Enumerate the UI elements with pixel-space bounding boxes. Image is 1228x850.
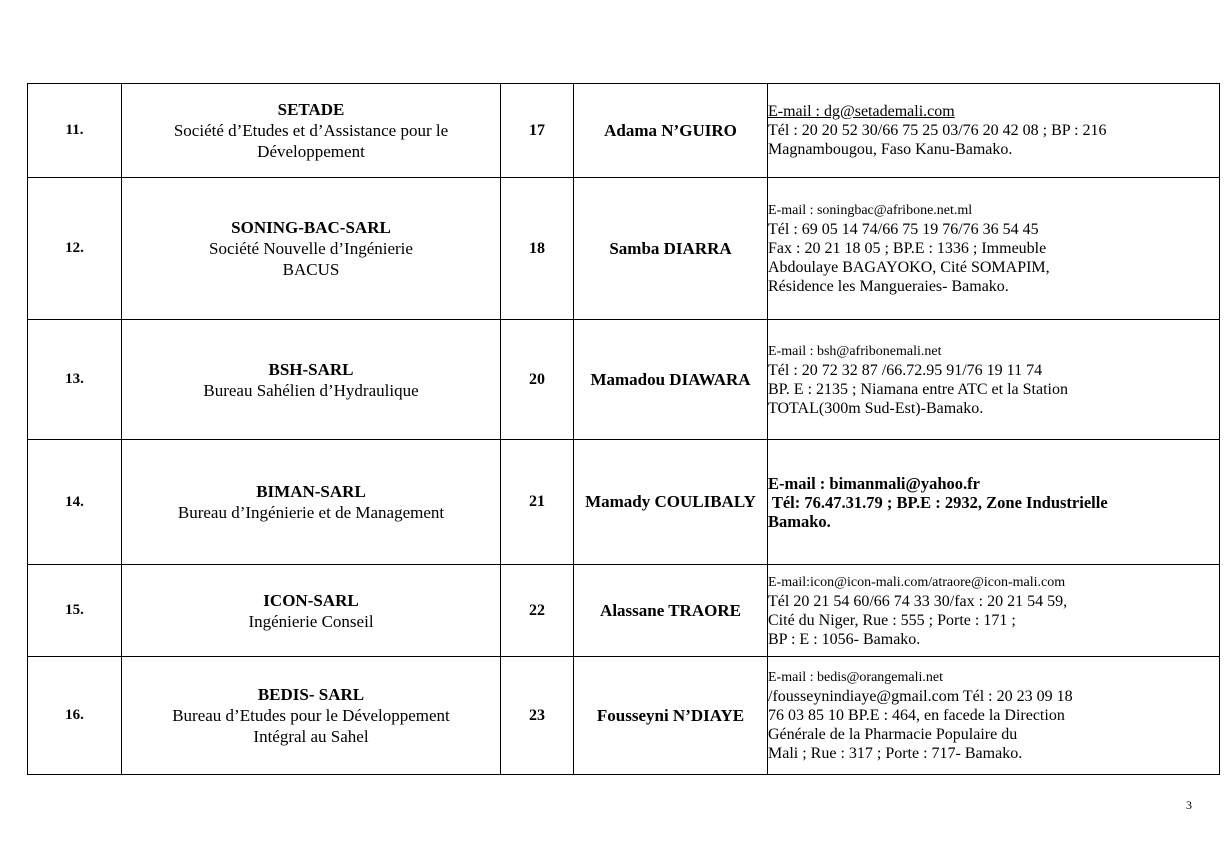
company-cell	[122, 657, 501, 775]
contact-line: BP : E : 1056- Bamako.	[768, 630, 921, 648]
contact-line: Résidence les Mangueraies- Bamako.	[768, 278, 1009, 295]
contact-line: Générale de la Pharmacie Populaire du	[768, 726, 1018, 743]
contact-person: Mamadou DIAWARA	[574, 320, 768, 440]
table-row	[28, 84, 1220, 178]
row-number: 15.	[28, 565, 122, 657]
contact-line: Tél : 69 05 14 74/66 75 19 76/76 36 54 45	[768, 221, 1039, 238]
agreement-code: 17	[501, 84, 574, 178]
contact-line: Tél: 76.47.31.79 ; BP.E : 2932, Zone Industrielle	[768, 492, 1108, 512]
contact-details	[768, 565, 1220, 657]
email-line: E-mail:icon@icon-mali.com/atraore@icon-mali.com	[768, 574, 1066, 590]
contact-details	[768, 178, 1220, 320]
company-name: SETADE	[277, 100, 345, 119]
company-cell	[122, 178, 501, 320]
email-link[interactable]: E-mail : dg@setademali.com	[768, 103, 955, 120]
page-number: 3	[1186, 798, 1192, 812]
companies-table	[27, 83, 1220, 775]
email-line: E-mail : bedis@orangemali.net	[768, 670, 944, 685]
company-cell	[122, 565, 501, 657]
company-cell	[122, 440, 501, 565]
contact-line: /fousseynindiaye@gmail.com Tél : 20 23 09 18	[768, 688, 1073, 705]
company-cell	[122, 84, 501, 178]
company-name: BEDIS- SARL	[257, 685, 365, 704]
contact-line: Magnambougou, Faso Kanu-Bamako.	[768, 141, 1013, 158]
contact-person: Alassane TRAORE	[574, 565, 768, 657]
contact-details	[768, 657, 1220, 775]
email-line: E-mail : soningbac@afribone.net.ml	[768, 203, 973, 218]
company-name: SONING-BAC-SARL	[231, 218, 391, 237]
company-name: ICON-SARL	[263, 590, 359, 610]
agreement-code: 18	[501, 178, 574, 320]
contact-person: Fousseyni N’DIAYE	[574, 657, 768, 775]
email-line: E-mail : bsh@afribonemali.net	[768, 343, 942, 359]
company-description: Société Nouvelle d’Ingénierie BACUS	[209, 239, 413, 279]
table-row	[28, 657, 1220, 775]
row-number: 12.	[28, 178, 122, 320]
company-name: BSH-SARL	[268, 359, 354, 379]
agreement-code: 20	[501, 320, 574, 440]
company-name: BIMAN-SARL	[256, 482, 366, 501]
contact-line: Bamako.	[768, 511, 831, 531]
contact-details	[768, 440, 1220, 565]
contact-line: Cité du Niger, Rue : 555 ; Porte : 171 ;	[768, 611, 1016, 629]
contact-line: Mali ; Rue : 317 ; Porte : 717- Bamako.	[768, 745, 1023, 762]
row-number: 16.	[28, 657, 122, 775]
company-description: Ingénierie Conseil	[248, 611, 374, 631]
contact-line: Tél 20 21 54 60/66 74 33 30/fax : 20 21 54 59,	[768, 592, 1068, 610]
contact-person: Mamady COULIBALY	[574, 440, 768, 565]
table-row	[28, 565, 1220, 657]
contact-line: 76 03 85 10 BP.E : 464, en facede la Direction	[768, 707, 1065, 724]
table-row	[28, 440, 1220, 565]
email-line: E-mail : bimanmali@yahoo.fr	[768, 473, 980, 493]
row-number: 13.	[28, 320, 122, 440]
contact-line: TOTAL(300m Sud-Est)-Bamako.	[768, 399, 984, 417]
contact-line: BP. E : 2135 ; Niamana entre ATC et la Station	[768, 380, 1068, 398]
agreement-code: 21	[501, 440, 574, 565]
contact-details	[768, 84, 1220, 178]
contact-person: Adama N’GUIRO	[574, 84, 768, 178]
contact-line: Abdoulaye BAGAYOKO, Cité SOMAPIM,	[768, 259, 1050, 276]
agreement-code: 23	[501, 657, 574, 775]
company-cell	[122, 320, 501, 440]
table-row	[28, 320, 1220, 440]
company-description: Bureau Sahélien d’Hydraulique	[203, 380, 419, 400]
contact-line: Tél : 20 20 52 30/66 75 25 03/76 20 42 08 ; BP : 216	[768, 122, 1107, 139]
table-row	[28, 178, 1220, 320]
row-number: 14.	[28, 440, 122, 565]
company-description: Société d’Etudes et d’Assistance pour le Développement	[173, 121, 449, 161]
contact-line: Fax : 20 21 18 05 ; BP.E : 1336 ; Immeuble	[768, 240, 1047, 257]
company-description: Bureau d’Etudes pour le Développement Intégral au Sahel	[172, 706, 450, 746]
contact-line: Tél : 20 72 32 87 /66.72.95 91/76 19 11 74	[768, 361, 1043, 379]
company-description: Bureau d’Ingénierie et de Management	[177, 503, 445, 522]
contact-person: Samba DIARRA	[574, 178, 768, 320]
contact-details	[768, 320, 1220, 440]
row-number: 11.	[28, 84, 122, 178]
agreement-code: 22	[501, 565, 574, 657]
